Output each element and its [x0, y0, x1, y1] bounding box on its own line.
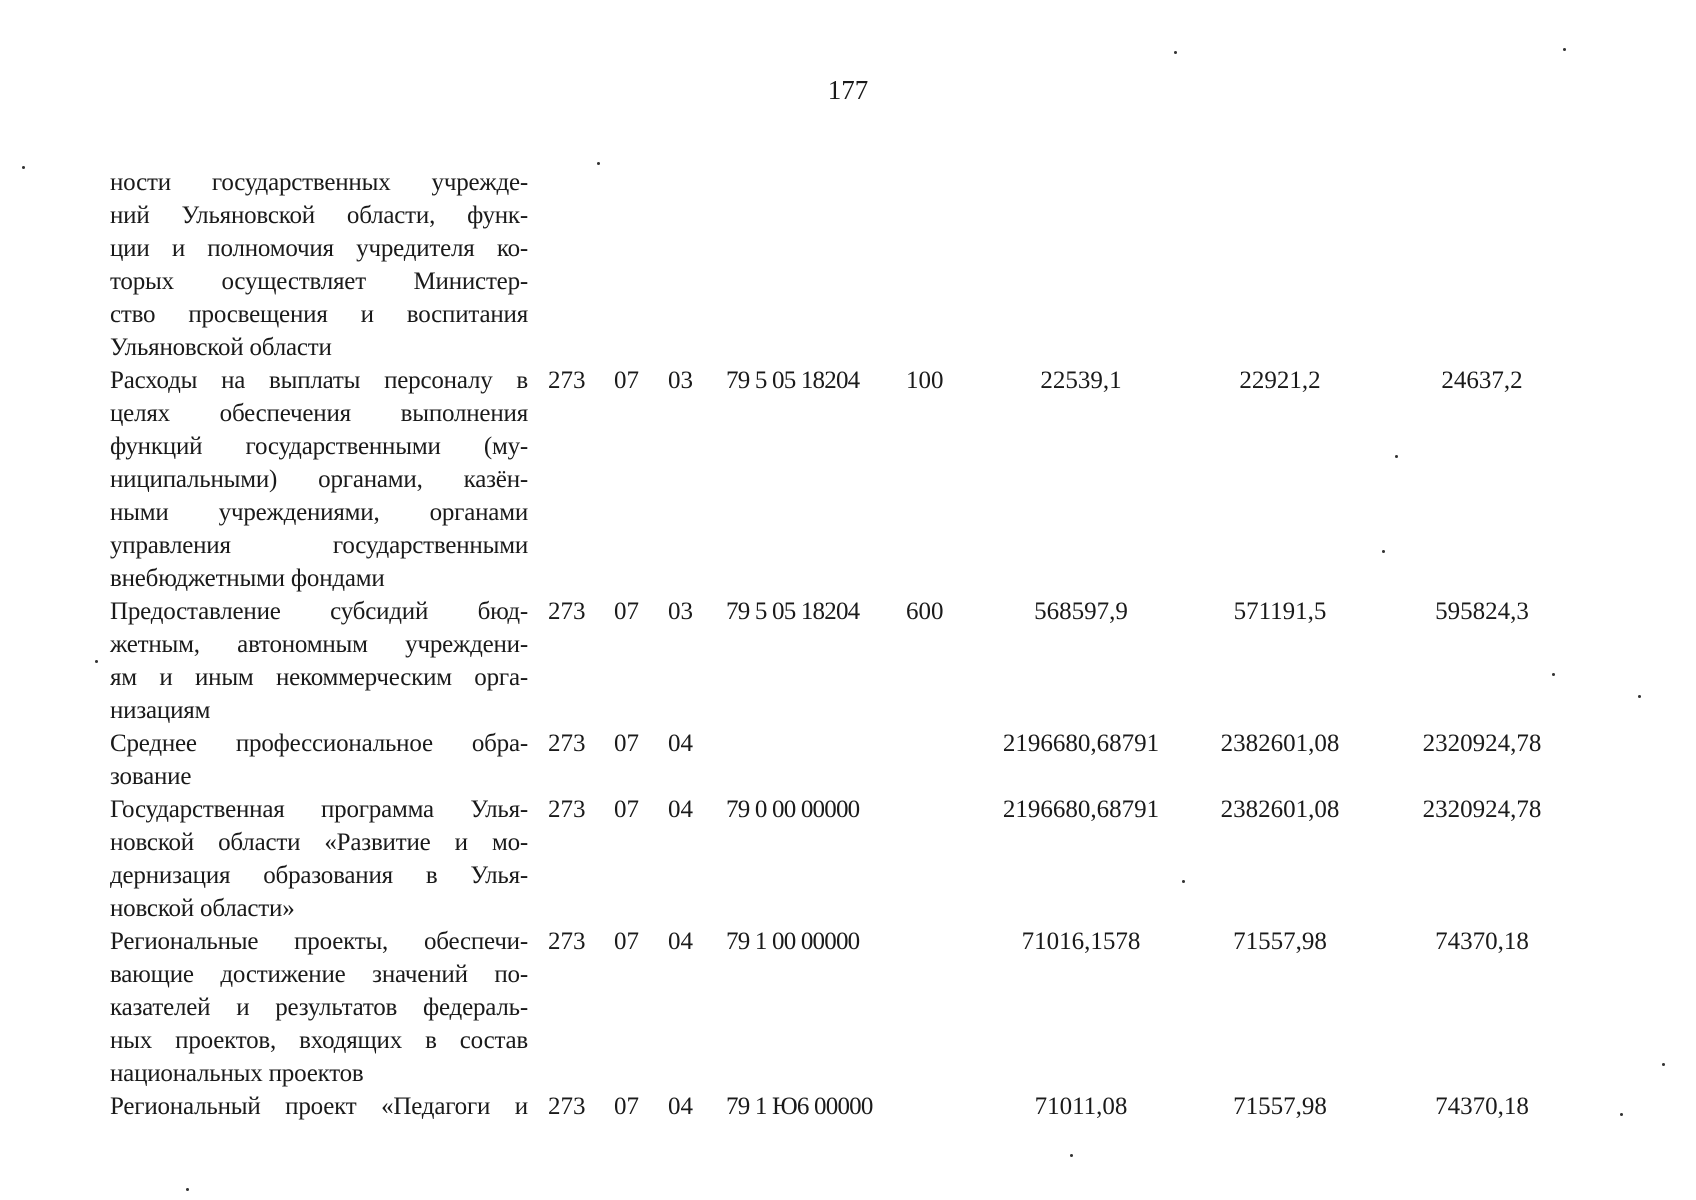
- target-article: 79 1 Ю6 00000: [726, 1093, 873, 1120]
- amount-year-2: 71557,98: [1233, 1093, 1327, 1120]
- page-number: 177: [827, 75, 869, 105]
- row-name-line: новской области»: [110, 895, 295, 922]
- row-name-line: Среднее профессиональное обра-: [110, 730, 528, 757]
- row-name-line: зование: [110, 763, 192, 790]
- row-name-line: Государственная программа Улья-: [110, 796, 528, 823]
- scan-speck: [1174, 51, 1177, 54]
- scan-speck: [597, 162, 600, 165]
- row-name-line: вающие достижение значений по-: [110, 961, 528, 988]
- row-name-line: ными учреждениями, органами: [110, 499, 528, 526]
- amount-year-2: 2382601,08: [1220, 796, 1340, 823]
- amount-year-1: 71016,1578: [1021, 928, 1141, 955]
- row-name: [110, 1090, 528, 1123]
- amount-year-1: 568597,9: [1034, 598, 1128, 625]
- row-name-line: ниципальными) органами, казён-: [110, 466, 528, 493]
- scan-speck: [1552, 673, 1555, 676]
- amount-year-2: 22921,2: [1239, 367, 1321, 394]
- section-code: 07: [614, 598, 639, 625]
- amount-year-3: 595824,3: [1435, 598, 1529, 625]
- row-name-line: ям и иным некоммерческим орга-: [110, 664, 528, 691]
- row-name-line: национальных проектов: [110, 1060, 364, 1087]
- row-name-line: ности государственных учрежде-: [110, 169, 528, 196]
- scan-speck: [1563, 48, 1566, 51]
- row-name: [110, 727, 528, 793]
- scan-speck: [1662, 1063, 1665, 1066]
- scan-speck: [1182, 880, 1185, 883]
- scan-speck: [1382, 550, 1385, 553]
- subsection-code: 04: [668, 1093, 693, 1120]
- row-name-line: жетным, автономным учреждени-: [110, 631, 528, 658]
- amount-year-2: 2382601,08: [1220, 730, 1340, 757]
- amount-year-1: 71011,08: [1034, 1093, 1128, 1120]
- row-name-line: торых осуществляет Министер-: [110, 268, 528, 295]
- row-name-line: ний Ульяновской области, функ-: [110, 202, 528, 229]
- target-article: 79 5 05 18204: [726, 367, 860, 394]
- amount-year-1: 22539,1: [1040, 367, 1122, 394]
- amount-year-2: 71557,98: [1233, 928, 1327, 955]
- amount-year-3: 2320924,78: [1422, 796, 1542, 823]
- row-name-line: новской области «Развитие и мо-: [110, 829, 528, 856]
- row-name-line: Предоставление субсидий бюд-: [110, 598, 528, 625]
- scan-speck: [1620, 1113, 1623, 1116]
- scan-speck: [186, 1188, 189, 1191]
- scan-speck: [95, 660, 98, 663]
- row-name-line: целях обеспечения выполнения: [110, 400, 528, 427]
- amount-year-2: 571191,5: [1233, 598, 1327, 625]
- row-name: [110, 364, 528, 595]
- subsection-code: 04: [668, 928, 693, 955]
- subsection-code: 04: [668, 796, 693, 823]
- amount-year-3: 74370,18: [1435, 1093, 1529, 1120]
- row-name-line: дернизация образования в Улья-: [110, 862, 528, 889]
- scan-speck: [1638, 695, 1641, 698]
- subsection-code: 03: [668, 598, 693, 625]
- admin-code: 273: [548, 730, 586, 757]
- amount-year-3: 74370,18: [1435, 928, 1529, 955]
- row-name: [110, 166, 528, 364]
- row-name-line: внебюджетными фондами: [110, 565, 385, 592]
- section-code: 07: [614, 367, 639, 394]
- target-article: 79 0 00 00000: [726, 796, 860, 823]
- row-name: [110, 595, 528, 727]
- row-name-line: Ульяновской области: [110, 334, 332, 361]
- row-name-line: низациям: [110, 697, 211, 724]
- section-code: 07: [614, 928, 639, 955]
- row-name-line: Региональные проекты, обеспечи-: [110, 928, 528, 955]
- admin-code: 273: [548, 796, 586, 823]
- row-name-line: функций государственными (му-: [110, 433, 528, 460]
- amount-year-1: 2196680,68791: [1002, 796, 1160, 823]
- expense-type: 100: [906, 367, 944, 394]
- scan-speck: [22, 166, 25, 169]
- section-code: 07: [614, 796, 639, 823]
- row-name-line: ство просвещения и воспитания: [110, 301, 528, 328]
- row-name-line: управления государственными: [110, 532, 528, 559]
- admin-code: 273: [548, 367, 586, 394]
- amount-year-3: 24637,2: [1441, 367, 1523, 394]
- row-name-line: Региональный проект «Педагоги и: [110, 1093, 528, 1120]
- scan-speck: [1395, 455, 1398, 458]
- section-code: 07: [614, 730, 639, 757]
- expense-type: 600: [906, 598, 944, 625]
- subsection-code: 03: [668, 367, 693, 394]
- row-name-line: казателей и результатов федераль-: [110, 994, 528, 1021]
- target-article: 79 1 00 00000: [726, 928, 860, 955]
- row-name-line: ции и полномочия учредителя ко-: [110, 235, 528, 262]
- amount-year-3: 2320924,78: [1422, 730, 1542, 757]
- subsection-code: 04: [668, 730, 693, 757]
- target-article: 79 5 05 18204: [726, 598, 860, 625]
- row-name: [110, 793, 528, 925]
- row-name-line: Расходы на выплаты персоналу в: [110, 367, 528, 394]
- amount-year-1: 2196680,68791: [1002, 730, 1160, 757]
- row-name: [110, 925, 528, 1090]
- admin-code: 273: [548, 928, 586, 955]
- section-code: 07: [614, 1093, 639, 1120]
- scan-speck: [1070, 1154, 1073, 1157]
- row-name-line: ных проектов, входящих в состав: [110, 1027, 528, 1054]
- admin-code: 273: [548, 598, 586, 625]
- admin-code: 273: [548, 1093, 586, 1120]
